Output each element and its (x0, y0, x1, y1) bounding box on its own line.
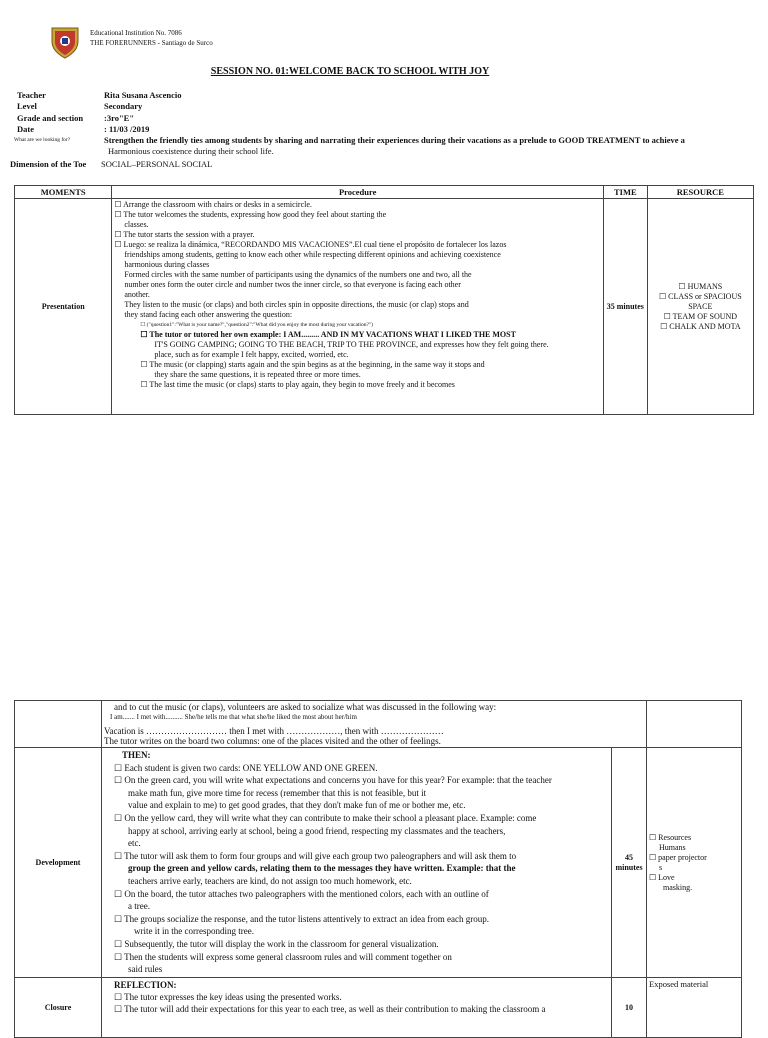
dimension-value: SOCIAL–PERSONAL SOCIAL (101, 159, 213, 169)
date-label: Date (17, 124, 34, 134)
proc-line: place, such as for example I felt happy, excited, worried, etc. (154, 350, 349, 359)
proc-line: Formed circles with the same number of participants using the dynamics of the numbers one and two, all the (124, 270, 472, 279)
dev-line: ☐ On the board, the tutor attaches two paleographers with the mentioned colors, each with an outline of (114, 888, 489, 899)
intro-line: I am....... I met with.......... She/he tells me that what she/he liked the most about her/him (110, 713, 357, 721)
moment-presentation: Presentation (15, 199, 112, 415)
resource-item: masking. (663, 882, 693, 892)
resource-item: ☐ TEAM OF SOUND (663, 311, 738, 321)
proc-line: ☐ ("question1":"What is your name?","question2":"What did you enjoy the most during your vacation?") (140, 322, 373, 328)
dev-line: value and explain to me) to get good grades, that they don't make fun of me or bother me, etc. (128, 800, 466, 811)
dev-line: ☐ On the yellow card, they will write what they can contribute to make their school a pleasant place. Example: come (114, 812, 537, 823)
header-time: TIME (604, 186, 648, 199)
dev-line: ☐ On the green card, you will write what expectations and concerns you have for this year? For example: that the teacher (114, 775, 552, 786)
dev-line: happy at school, arriving early at school, being a good friend, respecting my classmates and the teachers, (128, 825, 506, 836)
looking-value: Strengthen the friendly ties among students by sharing and narrating their experiences during their vacations as a prelude to GOOD TREATMENT to achieve a (104, 135, 685, 145)
dimension-label: Dimension of the Toe (10, 159, 87, 169)
proc-line: number ones form the outer circle and number twos the inner circle, so that everyone is facing each other (124, 280, 461, 289)
looking-value-2: Harmonious coexistence during their school life. (108, 146, 274, 156)
proc-line: friendships among students, getting to know each other while respecting different opinions and achieving coexistence (124, 250, 501, 259)
institution-header (90, 28, 213, 48)
session-table-2 (14, 700, 742, 1038)
time-closure: 10 (612, 978, 647, 1038)
level-label: Level (17, 101, 37, 111)
looking-label: What are we looking for? (14, 137, 71, 143)
procedure-development (102, 748, 612, 978)
level-value: Secondary (104, 101, 143, 111)
resource-closure: Exposed material (647, 978, 742, 1038)
proc-line: ☐ The tutor welcomes the students, expressing how good they feel about starting the (114, 210, 387, 219)
procedure-intro (102, 701, 647, 748)
resource-item: ☐ HUMANS (678, 281, 723, 291)
resource-item: ☐ CLASS or SPACIOUS SPACE (658, 291, 742, 311)
dev-line: group the green and yellow cards, relating them to the messages they have written. Example: that the (128, 863, 516, 874)
resources-development (647, 748, 742, 978)
proc-line: ☐ The music (or clapping) starts again and the spin begins as at the beginning, in the same way it stops and (140, 360, 485, 369)
proc-line: ☐ Luego: se realiza la dinámica, “RECORDANDO MIS VACACIONES”.El cual tiene el propósito de fortalecer los lazos (114, 240, 507, 249)
proc-line: ☐ Arrange the classroom with chairs or desks in a semicircle. (114, 200, 312, 209)
intro-line: The tutor writes on the board two columns: one of the places visited and the other of feelings. (104, 736, 441, 746)
closure-line: ☐ The tutor will add their expectations for this year to each tree, as well as their contribution to making the classroom a (114, 1004, 546, 1014)
resource-item: ☐ Resources (649, 832, 692, 842)
dev-line: ☐ Each student is given two cards: ONE YELLOW AND ONE GREEN. (114, 762, 378, 773)
closure-line: REFLECTION: (114, 980, 177, 990)
dev-line: ☐ Then the students will express some general classroom rules and will comment together on (114, 951, 452, 962)
school-name: THE FORERUNNERS - Santiago de Surco (90, 39, 213, 47)
resource-item: s (659, 862, 663, 872)
procedure-closure (102, 978, 612, 1038)
resources-presentation (647, 199, 753, 415)
proc-line: ☐ The last time the music (or claps) starts to play again, they begin to move freely and it becomes (140, 380, 455, 389)
grade-label: Grade and section (17, 113, 84, 123)
dev-line: said rules (128, 964, 163, 975)
empty-resource-cell (647, 701, 742, 748)
closure-line: ☐ The tutor expresses the key ideas using the presented works. (114, 992, 342, 1002)
procedure-presentation (112, 199, 604, 415)
resource-item: ☐ CHALK AND MOTA (660, 321, 741, 331)
dev-line: a tree. (128, 901, 150, 912)
time-presentation: 35 minutes (604, 199, 648, 415)
dev-line: etc. (128, 838, 141, 849)
proc-line: harmonious during classes (124, 260, 210, 269)
proc-line: classes. (124, 220, 149, 229)
dev-line: ☐ Subsequently, the tutor will display the work in the classroom for general visualization. (114, 938, 439, 949)
resource-item: ☐ Love (649, 872, 675, 882)
proc-line: they share the same questions, it is repeated three or more times. (154, 370, 361, 379)
moment-closure: Closure (15, 978, 102, 1038)
intro-line: Vacation is ……………………… then I met with ………………, then with ………………… (104, 726, 444, 736)
moment-development: Development (15, 748, 102, 978)
page-title: SESSION NO. 01:WELCOME BACK TO SCHOOL WITH JOY (210, 66, 490, 77)
intro-line: and to cut the music (or claps), volunteers are asked to socialize what was discussed in the following way: (114, 702, 497, 712)
proc-line: They listen to the music (or claps) and both circles spin in opposite directions, the music (or clap) stops and (124, 300, 469, 309)
header-moments: MOMENTS (15, 186, 112, 199)
grade-value: :3ro"E" (104, 113, 135, 123)
time-development: 45 minutes (612, 748, 647, 978)
dev-line: make math fun, give more time for recess (remember that this is not feasible, but it (128, 787, 427, 798)
session-table-1 (14, 185, 754, 415)
dev-line: THEN: (122, 750, 151, 760)
proc-line: ☐ The tutor or tutored her own example: I AM......... AND IN MY VACATIONS WHAT I LIKED THE MOST (140, 330, 516, 339)
dev-line: ☐ The tutor will ask them to form four groups and will give each group two paleographers and will ask them to (114, 850, 517, 861)
resource-item: Humans (659, 842, 686, 852)
teacher-value: Rita Susana Ascencio (104, 90, 182, 100)
resource-item: ☐ paper projector (649, 852, 707, 862)
empty-moment-cell (15, 701, 102, 748)
proc-line: another. (124, 290, 150, 299)
teacher-label: Teacher (17, 90, 46, 100)
school-crest-logo (50, 26, 80, 60)
institution-name: Educational Institution No. 7086 (90, 29, 182, 37)
dev-line: write it in the corresponding tree. (134, 926, 254, 937)
proc-line: ☐ The tutor starts the session with a prayer. (114, 230, 255, 239)
dev-line: teachers arrive early, teachers are kind, do not assign too much homework, etc. (128, 875, 412, 886)
header-procedure: Procedure (112, 186, 604, 199)
header-resource: RESOURCE (647, 186, 753, 199)
proc-line: IT'S GOING CAMPING; GOING TO THE BEACH, TRIP TO THE PROVINCE, and expresses how they felt going there. (154, 340, 549, 349)
date-value: : 11/03 /2019 (104, 124, 150, 134)
proc-line: they stand facing each other answering the question: (124, 310, 293, 319)
dev-line: ☐ The groups socialize the response, and the tutor listens attentively to extract an idea from each group. (114, 913, 490, 924)
